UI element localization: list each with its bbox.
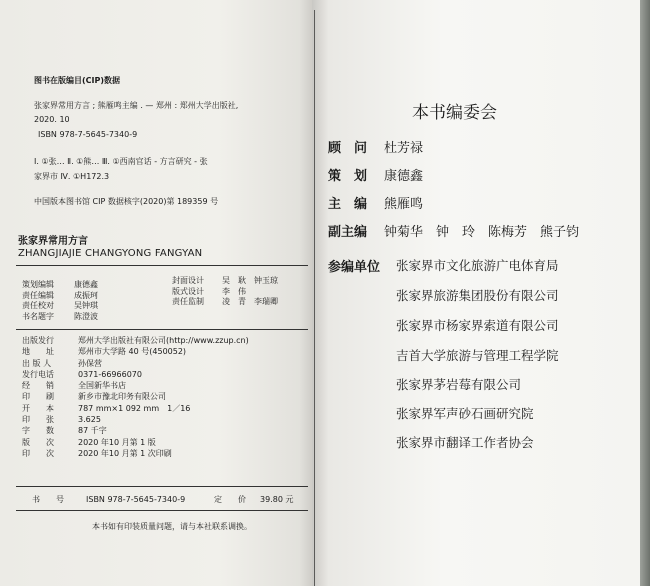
page-gutter-line: [314, 10, 315, 586]
unit-item: 张家界军声砂石画研究院: [396, 406, 534, 421]
pub-row: 开 本 787 mm×1 092 mm 1／16: [22, 403, 191, 413]
book-title: 张家界常用方言: [18, 236, 88, 247]
cip-heading: 图书在版编目(CIP)数据: [34, 76, 121, 85]
member-row: 副主编 钟菊华 钟 玲 陈梅芳 熊子钧: [328, 225, 580, 240]
divider: [16, 510, 308, 511]
pub-row: 出 版 人 孙保营: [22, 358, 102, 368]
pub-row: 印 刷 新乡市豫北印务有限公司: [22, 392, 166, 402]
pub-row: 印 张 3.625: [22, 415, 101, 425]
editorial-committee-page: [312, 0, 640, 586]
unit-item: 张家界旅游集团股份有限公司: [396, 288, 559, 303]
committee-title: 本书编委会: [412, 103, 497, 123]
unit-item: 吉首大学旅游与管理工程学院: [396, 348, 559, 363]
cip-isbn: ISBN 978-7-5645-7340-9: [38, 130, 138, 139]
isbn-row: 书 号 ISBN 978-7-5645-7340-9: [32, 495, 186, 504]
credit-row: 责任编辑 成振珂: [22, 290, 98, 300]
credit-row: 版式设计 李 伟: [172, 286, 246, 296]
credits-right: [172, 276, 278, 308]
credit-row: 封面设计 吴 耿 钟玉琼: [172, 276, 278, 285]
credit-row: 责任校对 吴钟琪: [22, 301, 98, 310]
member-row: 主 编 熊雁鸣: [328, 197, 424, 212]
unit-item: 张家界市文化旅游广电体育局: [396, 258, 559, 273]
cip-record-line1: 张家界常用方言 ; 熊雁鸣主编 . — 郑州 : 郑州大学出版社,: [34, 101, 239, 110]
unit-item: 张家界市杨家界索道有限公司: [396, 318, 559, 333]
divider: [16, 486, 308, 487]
unit-item: 张家界茅岩莓有限公司: [396, 377, 522, 392]
pub-row: 经 销 全国新华书店: [22, 381, 126, 391]
pub-row: 印 次 2020 年10 月第 1 次印刷: [22, 448, 172, 458]
credit-row: 策划编辑 康德鑫: [22, 280, 98, 289]
credits-left: [22, 280, 98, 322]
book-edge: [640, 0, 650, 586]
units-label: 参编单位: [328, 260, 381, 275]
credit-row: 书名题字 陈澄波: [22, 311, 98, 321]
pub-row: 版 次 2020 年10 月第 1 版: [22, 437, 156, 447]
cip-record-line2: 2020. 10: [34, 115, 70, 124]
cip-classification-line1: Ⅰ. ①张… Ⅱ. ①熊… Ⅲ. ①西南官话 - 方言研究 - 张: [34, 157, 208, 166]
unit-item: 张家界市翻译工作者协会: [396, 435, 534, 450]
pub-row: 字 数 87 千字: [22, 426, 107, 436]
pub-row: 出版发行 郑州大学出版社有限公司(http://www.zzup.cn): [22, 336, 249, 345]
cip-classification-line2: 家界市 Ⅳ. ①H172.3: [34, 172, 110, 181]
copyright-page: [0, 0, 312, 586]
member-row: 策 划 康德鑫: [328, 169, 424, 184]
divider: [16, 265, 308, 266]
member-row: 顾 问 杜芳禄: [328, 141, 424, 156]
pub-row: 发行电话 0371-66966070: [22, 369, 142, 379]
divider: [16, 329, 308, 330]
pub-row: 地 址 郑州市大学路 40 号(450052): [22, 347, 187, 357]
book-title-pinyin: ZHANGJIAJIE CHANGYONG FANGYAN: [18, 248, 203, 259]
price-row: 定 价 39.80 元: [214, 495, 294, 504]
cip-verification: 中国版本图书馆 CIP 数据核字(2020)第 189359 号: [34, 197, 219, 206]
footer-note: 本书如有印装质量问题，请与本社联系调换。: [92, 522, 252, 531]
credit-row: 责任监制 凌 青 李瑞卿: [172, 297, 278, 306]
publication-info: [22, 335, 249, 459]
